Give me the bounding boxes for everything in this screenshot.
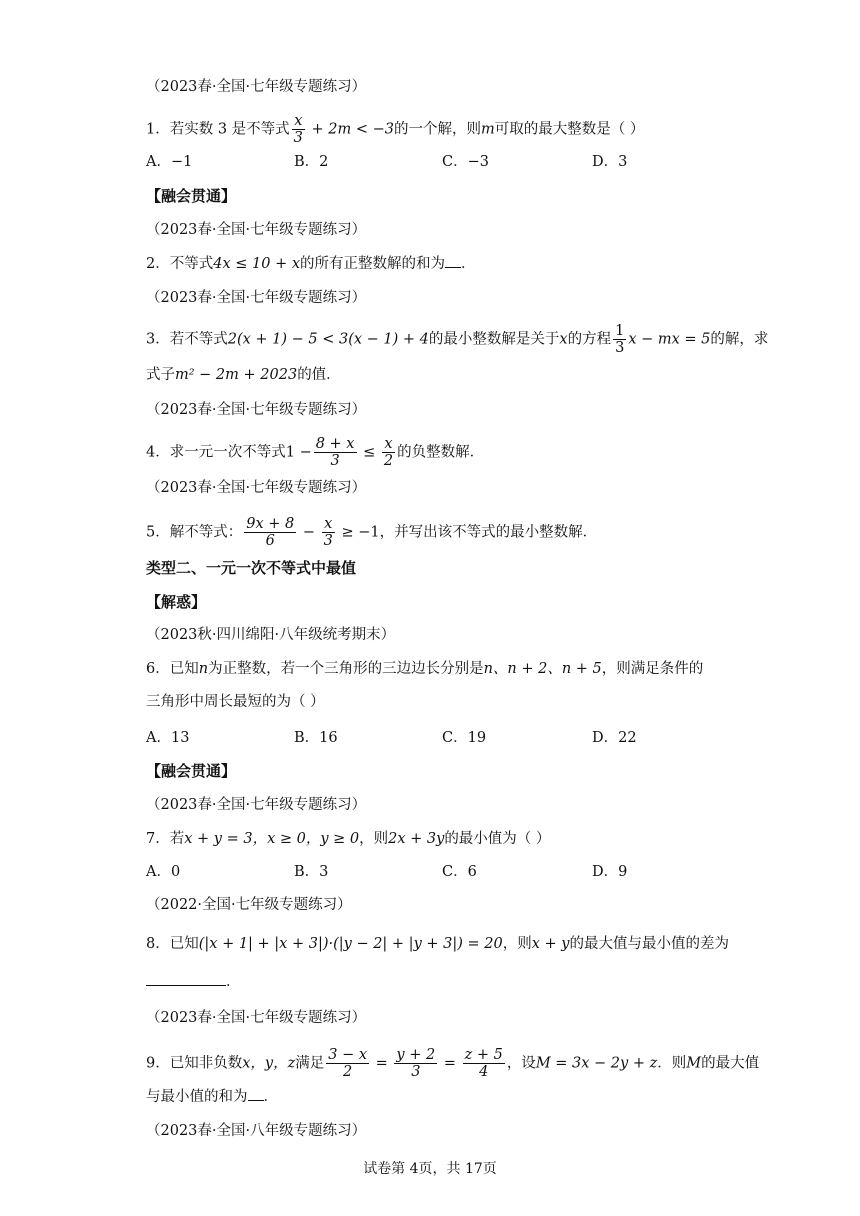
question-3-cont: 式子m² − 2m + 2023的值．	[146, 367, 341, 383]
q1-option-c[interactable]: C．−3	[442, 154, 489, 170]
question-4: 4．求一元一次不等式1 − $\frac{8 + x}{3}$ ≤ $\frac{x}{2}$ 的负整数解．	[146, 436, 485, 469]
source-note: （2023春·全国·八年级专题练习）	[146, 1123, 367, 1139]
question-1: 1．若实数 3 是不等式 $\frac{x}{3}$ + 2m < −3的一个解，则m可取的最大整数是（ ）	[146, 113, 645, 146]
question-6: 6．已知n为正整数，若一个三角形的三边边长分别是n、n + 2、n + 5，则满足条件的	[146, 661, 704, 677]
q7-option-a[interactable]: A．0	[146, 864, 181, 880]
source-note: （2023春·全国·七年级专题练习）	[146, 402, 367, 418]
source-note: （2023春·全国·七年级专题练习）	[146, 79, 367, 95]
source-note: （2023秋·四川绵阳·八年级统考期末）	[146, 627, 396, 643]
q6-option-a[interactable]: A．13	[146, 730, 190, 746]
question-9-cont: 与最小值的和为 ．	[146, 1089, 278, 1105]
question-8-blank: ．	[146, 972, 241, 992]
source-note: （2023春·全国·七年级专题练习）	[146, 480, 367, 496]
q6-option-c[interactable]: C．19	[442, 730, 487, 746]
q7-option-c[interactable]: C．6	[442, 864, 477, 880]
question-9: 9．已知非负数x，y，z满足 $\frac{3 - x}{2}$ = $\frac{y + 2}{3}$ = $\frac{z + 5}{4}$ ，设M = 3x − 2y + z．则M的最大值	[146, 1047, 760, 1080]
section-title-type-2: 类型二、一元一次不等式中最值	[146, 559, 357, 577]
q1-option-d[interactable]: D．3	[592, 154, 628, 170]
source-note: （2023春·全国·七年级专题练习）	[146, 1010, 367, 1026]
question-8: 8．已知(|x + 1| + |x + 3|)·(|y − 2| + |y + 3|) = 20，则x + y的最大值与最小值的差为	[146, 936, 729, 952]
question-5: 5．解不等式： $\frac{9x + 8}{6}$ − $\frac{x}{3}$ ≥ −1，并写出该不等式的最小整数解．	[146, 516, 598, 549]
q7-option-d[interactable]: D．9	[592, 864, 628, 880]
section-header: 【融会贯通】	[146, 762, 237, 780]
source-note: （2022·全国·七年级专题练习）	[146, 897, 352, 913]
q1-option-a[interactable]: A．−1	[146, 154, 193, 170]
q1-option-b[interactable]: B．2	[294, 154, 329, 170]
question-7: 7．若x + y = 3，x ≥ 0，y ≥ 0，则2x + 3y的最小值为（ ）	[146, 831, 551, 847]
question-3: 3．若不等式2(x + 1) − 5 < 3(x − 1) + 4的最小整数解是关于x的方程 $\frac{1}{3}$ x − mx = 5的解，求	[146, 323, 769, 356]
q7-option-b[interactable]: B．3	[294, 864, 329, 880]
question-6-cont: 三角形中周长最短的为（ ）	[146, 694, 325, 710]
q6-option-d[interactable]: D．22	[592, 730, 637, 746]
source-note: （2023春·全国·七年级专题练习）	[146, 797, 367, 813]
section-header: 【融会贯通】	[146, 187, 237, 205]
q6-option-b[interactable]: B．16	[294, 730, 338, 746]
section-header: 【解惑】	[146, 593, 207, 611]
source-note: （2023春·全国·七年级专题练习）	[146, 290, 367, 306]
source-note: （2023春·全国·七年级专题练习）	[146, 222, 367, 238]
page-footer: 试卷第 4页，共 17页	[363, 1161, 497, 1177]
question-2: 2．不等式4x ≤ 10 + x的所有正整数解的和为 ．	[146, 256, 476, 272]
